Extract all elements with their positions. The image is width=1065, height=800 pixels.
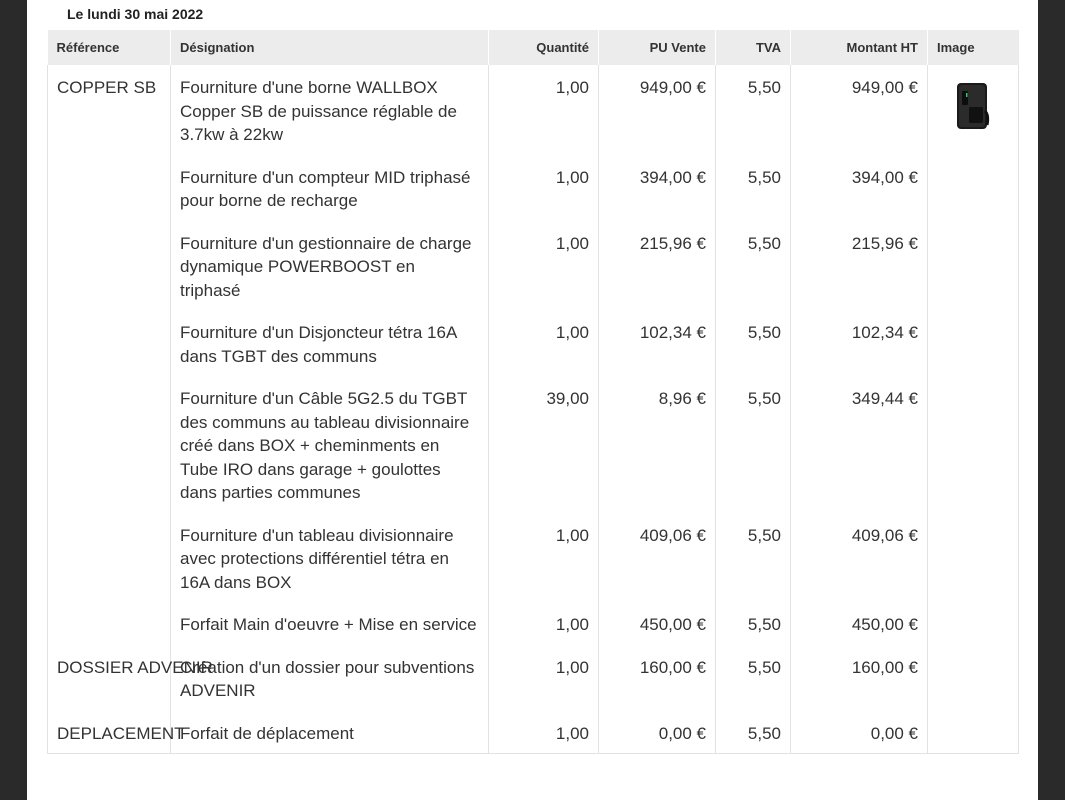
cell-unit-price: 0,00 € xyxy=(599,722,716,754)
cell-image xyxy=(928,613,1019,656)
cell-designation: Forfait Main d'oeuvre + Mise en service xyxy=(171,613,489,656)
cell-unit-price: 394,00 € xyxy=(599,166,716,232)
cell-quantity: 1,00 xyxy=(489,656,599,722)
cell-vat: 5,50 xyxy=(716,232,791,322)
header-unit-price: PU Vente xyxy=(599,30,716,65)
cell-unit-price: 450,00 € xyxy=(599,613,716,656)
cell-quantity: 1,00 xyxy=(489,166,599,232)
cell-designation: Fourniture d'un compteur MID triphasé pour borne de recharge xyxy=(171,166,489,232)
cell-designation: Forfait de déplacement xyxy=(171,722,489,754)
cell-reference xyxy=(48,321,171,387)
document-date: Le lundi 30 mai 2022 xyxy=(67,6,204,22)
cell-vat: 5,50 xyxy=(716,524,791,614)
cell-amount: 160,00 € xyxy=(791,656,928,722)
table-row xyxy=(48,65,1019,166)
table-row xyxy=(48,722,1019,754)
header-reference: Référence xyxy=(48,30,171,65)
cell-quantity: 1,00 xyxy=(489,722,599,754)
cell-image xyxy=(928,524,1019,614)
cell-reference xyxy=(48,232,171,322)
header-quantity: Quantité xyxy=(489,30,599,65)
table-row xyxy=(48,166,1019,232)
quote-page xyxy=(27,0,1038,800)
cell-unit-price: 160,00 € xyxy=(599,656,716,722)
cell-vat: 5,50 xyxy=(716,613,791,656)
cell-designation: Création d'un dossier pour subventions ADVENIR xyxy=(171,656,489,722)
cell-reference xyxy=(48,524,171,614)
cell-unit-price: 409,06 € xyxy=(599,524,716,614)
cell-reference xyxy=(48,166,171,232)
cell-quantity: 1,00 xyxy=(489,613,599,656)
cell-image xyxy=(928,656,1019,722)
wallbox-charger-icon[interactable] xyxy=(955,81,991,138)
cell-reference: COPPER SB xyxy=(48,65,171,166)
table-row xyxy=(48,656,1019,722)
cell-image xyxy=(928,166,1019,232)
cell-designation: Fourniture d'un Disjoncteur tétra 16A dans TGBT des communs xyxy=(171,321,489,387)
header-amount: Montant HT xyxy=(791,30,928,65)
cell-designation: Fourniture d'un gestionnaire de charge dynamique POWERBOOST en triphasé xyxy=(171,232,489,322)
cell-unit-price: 949,00 € xyxy=(599,65,716,166)
cell-vat: 5,50 xyxy=(716,166,791,232)
cell-quantity: 1,00 xyxy=(489,232,599,322)
cell-designation: Fourniture d'un Câble 5G2.5 du TGBT des communs au tableau divisionnaire créé dans BOX + cheminments en Tube IRO dans garage + goulottes dans parties communes xyxy=(171,387,489,524)
table-row xyxy=(48,321,1019,387)
cell-image xyxy=(928,321,1019,387)
cell-quantity: 1,00 xyxy=(489,321,599,387)
cell-designation: Fourniture d'un tableau divisionnaire avec protections différentiel tétra en 16A dans BOX xyxy=(171,524,489,614)
table-row xyxy=(48,232,1019,322)
table-row xyxy=(48,613,1019,656)
cell-amount: 394,00 € xyxy=(791,166,928,232)
cell-unit-price: 8,96 € xyxy=(599,387,716,524)
header-designation: Désignation xyxy=(171,30,489,65)
table-row xyxy=(48,387,1019,524)
cell-image xyxy=(928,722,1019,754)
cell-amount: 215,96 € xyxy=(791,232,928,322)
cell-amount: 102,34 € xyxy=(791,321,928,387)
cell-quantity: 1,00 xyxy=(489,65,599,166)
cell-reference xyxy=(48,613,171,656)
cell-vat: 5,50 xyxy=(716,387,791,524)
header-image: Image xyxy=(928,30,1019,65)
cell-image xyxy=(928,387,1019,524)
cell-vat: 5,50 xyxy=(716,722,791,754)
cell-quantity: 1,00 xyxy=(489,524,599,614)
cell-designation: Fourniture d'une borne WALLBOX Copper SB de puissance réglable de 3.7kw à 22kw xyxy=(171,65,489,166)
header-vat: TVA xyxy=(716,30,791,65)
cell-amount: 0,00 € xyxy=(791,722,928,754)
cell-amount: 450,00 € xyxy=(791,613,928,656)
cell-image xyxy=(928,65,1019,166)
cell-reference: DOSSIER ADVENIR xyxy=(48,656,171,722)
cell-vat: 5,50 xyxy=(716,656,791,722)
quote-table xyxy=(47,30,1019,754)
cell-reference xyxy=(48,387,171,524)
cell-vat: 5,50 xyxy=(716,321,791,387)
cell-amount: 409,06 € xyxy=(791,524,928,614)
cell-quantity: 39,00 xyxy=(489,387,599,524)
table-header-row xyxy=(48,30,1019,65)
cell-amount: 349,44 € xyxy=(791,387,928,524)
cell-reference: DEPLACEMENT xyxy=(48,722,171,754)
cell-vat: 5,50 xyxy=(716,65,791,166)
cell-unit-price: 215,96 € xyxy=(599,232,716,322)
cell-unit-price: 102,34 € xyxy=(599,321,716,387)
cell-amount: 949,00 € xyxy=(791,65,928,166)
cell-image xyxy=(928,232,1019,322)
table-row xyxy=(48,524,1019,614)
